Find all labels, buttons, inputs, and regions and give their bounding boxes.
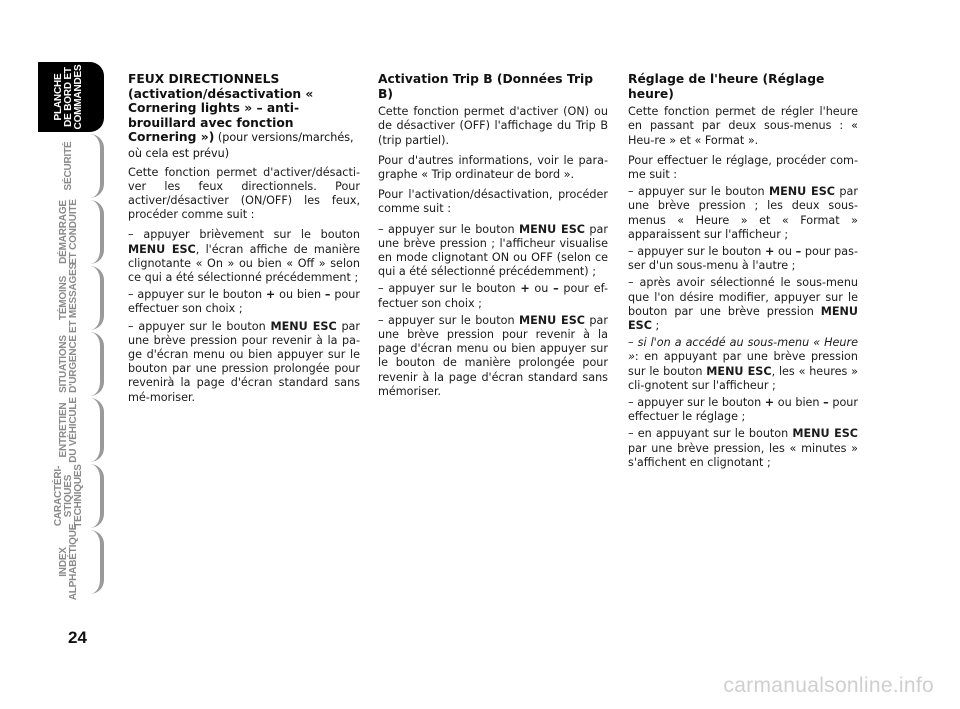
button-ref-plus: + — [765, 245, 775, 259]
step-item: – en appuyant sur le bouton MENU ESC par une brève pression, les « minutes » s'affichent en clignotant ; — [628, 427, 859, 469]
button-ref-minus: – — [324, 288, 331, 302]
section-heading: Activation Trip B (Données Trip B) — [378, 72, 594, 101]
button-ref-menu-esc: MENU ESC — [519, 313, 585, 327]
tab-entretien[interactable] — [38, 398, 104, 462]
paragraph: Cette fonction permet de régler l'heure en passant par deux sous-menus : « Heu-re » et « Format ». — [628, 105, 858, 147]
tab-label: TÉMOINS ET MESSAGES — [58, 262, 79, 334]
tab-label: PLANCHE DE BORD ET COMMANDES — [53, 64, 84, 130]
column-trip-b — [378, 72, 608, 402]
button-ref-menu-esc: MENU ESC — [792, 427, 859, 441]
button-ref-minus: – — [795, 245, 802, 259]
button-ref-plus: + — [764, 396, 775, 410]
step-item: – appuyer sur le bouton MENU ESC par une brève pression pour revenir à la page d'écran menu ou bien appuyer sur le bouton de manière prolongée pour revenir à la page d'écran standard sans mémoriser. — [378, 313, 608, 398]
step-item: – appuyer sur le bouton + ou bien – pour effectuer son choix ; — [128, 288, 360, 316]
tab-label: ENTRETIEN DU VÉHICULE — [58, 397, 79, 463]
tab-label: SÉCURITÉ — [63, 141, 74, 191]
step-item: – si l'on a accédé au sous-menu « Heure »: en appuyant par une brève pression sur le bouton MENU ESC, les « heures » cli-gnotent sur l'afficheur ; — [628, 336, 858, 392]
tab-situations-urgence[interactable] — [38, 332, 104, 396]
section-heading: Réglage de l'heure (Réglage heure) — [628, 72, 825, 101]
tab-label: DÉMARRAGE ET CONDUITE — [58, 199, 79, 265]
tab-temoins[interactable] — [38, 262, 104, 334]
step-item: – appuyer sur le bouton MENU ESC par une brève pression ; les deux sous-menus « Heure » et « Format » apparaissent sur l'afficheur ; — [628, 185, 858, 241]
tab-demarrage[interactable] — [38, 200, 104, 264]
tab-securite[interactable] — [38, 134, 104, 198]
tab-index[interactable] — [38, 523, 104, 601]
button-ref-minus: – — [553, 282, 559, 296]
column-reglage-heure — [628, 72, 858, 473]
tab-caracteristiques[interactable] — [38, 464, 104, 528]
tab-label: CARACTÉRI- STIQUES TECHNIQUES — [53, 464, 84, 528]
paragraph: Cette fonction permet d'activer (ON) ou de désactiver (OFF) l'affichage du Trip B (trip partiel). — [378, 105, 608, 147]
page-number: 24 — [68, 628, 87, 647]
step-item: – appuyer sur le bouton MENU ESC par une brève pression pour revenir à la pa-ge d'écran menu ou bien appuyer sur le bouton par une pression prolongée pour revenirà la page d'écran standard sans mé-moriser. — [128, 319, 361, 404]
step-item: – appuyer sur le bouton + ou – pour ef-fectuer son choix ; — [378, 282, 608, 310]
step-item: – après avoir sélectionné le sous-menu que l'on désire modifier, appuyer sur le bouton par une brève pression MENU ESC ; — [628, 276, 858, 333]
button-ref-menu-esc: MENU ESC — [519, 222, 585, 236]
step-item: – appuyer brièvement sur le bouton MENU ESC, l'écran affiche de manière clignotante « On » ou bien « Off » selon ce qui a été sélectionné précédemment ; — [128, 228, 360, 284]
button-ref-menu-esc: MENU ESC — [628, 304, 858, 333]
button-ref-menu-esc: MENU ESC — [128, 242, 196, 256]
tab-label: SITUATIONS D'URGENCE — [58, 335, 79, 393]
paragraph: Pour effectuer le réglage, procéder com-me suit : — [628, 153, 858, 181]
column-feux-directionnels — [128, 72, 360, 408]
italic-condition: – si l'on a accédé au sous-menu « Heure » — [628, 336, 858, 364]
button-ref-menu-esc: MENU ESC — [769, 185, 835, 199]
tab-planche-de-bord[interactable] — [38, 62, 104, 132]
chapter-tabs — [38, 62, 104, 601]
paragraph: Pour d'autres informations, voir le para-graphe « Trip ordinateur de bord ». — [378, 153, 608, 181]
button-ref-menu-esc: MENU ESC — [706, 364, 772, 378]
step-item: – appuyer sur le bouton + ou bien – pour effectuer le réglage ; — [628, 396, 858, 424]
paragraph: Pour l'activation/désactivation, procéder comme suit : — [378, 188, 608, 216]
step-item: – appuyer sur le bouton + ou – pour pas-ser d'un sous-menu à l'autre ; — [628, 245, 858, 273]
section-heading — [128, 72, 360, 162]
paragraph: Cette fonction permet d'activer/désacti-ver les feux directionnels. Pour activer/désactiver (ON/OFF) les feux, procéder comme suit : — [128, 165, 360, 222]
watermark: carmanualsonline.info — [723, 674, 934, 697]
heading-note: (pour versions/marchés, où cela est prévu) — [128, 131, 354, 160]
button-ref-plus: + — [265, 288, 276, 302]
button-ref-minus: – — [823, 396, 829, 410]
tab-label: INDEX ALPHABÉTIQUE — [58, 523, 79, 601]
step-item: – appuyer sur le bouton MENU ESC par une brève pression ; l'afficheur visualise en mode clignotant ON ou OFF (selon ce qui a été sélectionné précédemment) ; — [378, 222, 608, 279]
heading-text: FEUX DIRECTIONNELS (activation/désactivation « Cornering lights » – anti-brouillard avec fonction Cornering ») — [128, 72, 314, 145]
button-ref-menu-esc: MENU ESC — [270, 319, 337, 333]
button-ref-plus: + — [520, 282, 530, 296]
